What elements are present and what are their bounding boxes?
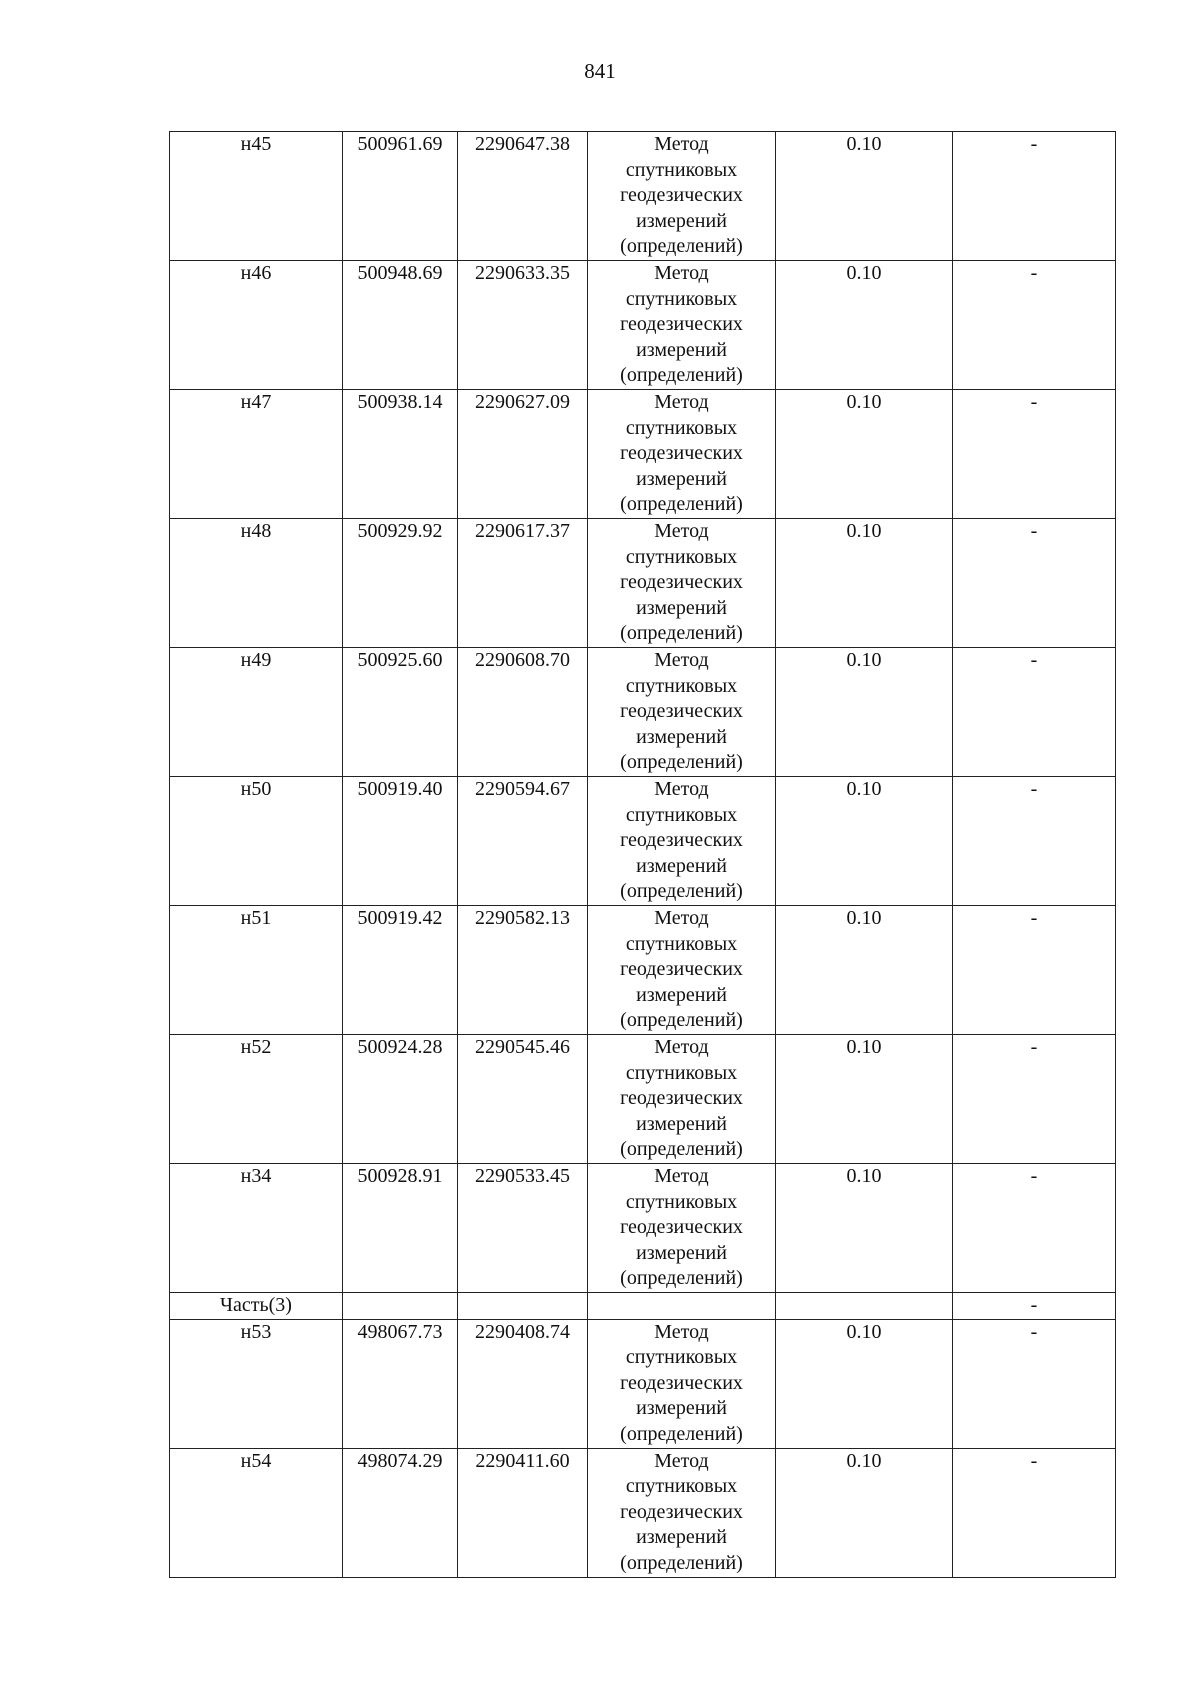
method-line: измерений: [636, 596, 727, 619]
method-line: измерений: [636, 1241, 727, 1264]
note-cell: -: [953, 648, 1116, 777]
method-line: геодезических: [620, 829, 743, 852]
method-line: измерений: [636, 1397, 727, 1420]
table-row: [170, 261, 1116, 390]
method-line: (определений): [620, 364, 743, 387]
accuracy-cell: 0.10: [776, 906, 953, 1035]
method-line: спутниковых: [625, 287, 738, 310]
method-line: Метод: [654, 1165, 709, 1187]
table-row: [170, 132, 1116, 261]
point-name-cell: н50: [170, 777, 343, 906]
coordinates-table-body: [170, 132, 1116, 1578]
note-cell: -: [953, 519, 1116, 648]
method-cell: [588, 777, 776, 906]
method-line: Метод: [654, 649, 709, 671]
point-name-cell: н49: [170, 648, 343, 777]
method-line: геодезических: [620, 571, 743, 594]
table-row: [170, 906, 1116, 1035]
method-line: спутниковых: [625, 1190, 738, 1213]
x-coordinate-cell: 500929.92: [343, 519, 458, 648]
note-cell: -: [953, 132, 1116, 261]
point-name-cell: н46: [170, 261, 343, 390]
x-coordinate-cell: 500948.69: [343, 261, 458, 390]
x-coordinate-cell: 500925.60: [343, 648, 458, 777]
method-line: спутниковых: [625, 158, 738, 181]
method-line: (определений): [620, 493, 743, 516]
note-cell: -: [953, 1293, 1116, 1320]
page-number: 841: [584, 59, 616, 83]
method-line: (определений): [620, 880, 743, 903]
table-row: [170, 1164, 1116, 1293]
table-row: [170, 519, 1116, 648]
method-line: (определений): [620, 1422, 743, 1445]
method-line: спутниковых: [625, 803, 738, 826]
x-coordinate-cell: 500928.91: [343, 1164, 458, 1293]
method-cell: [588, 1293, 776, 1320]
accuracy-cell: 0.10: [776, 519, 953, 648]
method-line: (определений): [620, 751, 743, 774]
method-line: Метод: [654, 391, 709, 413]
method-cell: [588, 1164, 776, 1293]
method-line: геодезических: [620, 1500, 743, 1523]
method-line: (определений): [620, 622, 743, 645]
table-row: [170, 648, 1116, 777]
method-line: измерений: [636, 209, 727, 232]
method-cell: [588, 648, 776, 777]
method-line: спутниковых: [625, 416, 738, 439]
point-name-cell: н34: [170, 1164, 343, 1293]
method-line: спутниковых: [625, 932, 738, 955]
note-cell: -: [953, 906, 1116, 1035]
method-line: Метод: [654, 778, 709, 800]
point-name-cell: н45: [170, 132, 343, 261]
accuracy-cell: 0.10: [776, 261, 953, 390]
table-row: [170, 1319, 1116, 1448]
y-coordinate-cell: 2290411.60: [458, 1448, 588, 1577]
method-cell: [588, 906, 776, 1035]
accuracy-cell: 0.10: [776, 132, 953, 261]
coordinates-table: [169, 131, 1116, 1578]
point-name-cell: н54: [170, 1448, 343, 1577]
method-line: (определений): [620, 235, 743, 258]
method-line: измерений: [636, 1112, 727, 1135]
x-coordinate-cell: 500961.69: [343, 132, 458, 261]
y-coordinate-cell: 2290608.70: [458, 648, 588, 777]
method-line: Метод: [654, 907, 709, 929]
x-coordinate-cell: [343, 1293, 458, 1320]
method-line: измерений: [636, 1526, 727, 1549]
method-cell: [588, 519, 776, 648]
method-line: Метод: [654, 133, 709, 155]
method-cell: [588, 261, 776, 390]
method-line: геодезических: [620, 442, 743, 465]
method-line: (определений): [620, 1009, 743, 1032]
point-name-cell: н48: [170, 519, 343, 648]
method-line: геодезических: [620, 313, 743, 336]
point-name-cell: н51: [170, 906, 343, 1035]
note-cell: -: [953, 1319, 1116, 1448]
point-name-cell: н52: [170, 1035, 343, 1164]
y-coordinate-cell: 2290408.74: [458, 1319, 588, 1448]
method-line: Метод: [654, 520, 709, 542]
method-line: измерений: [636, 338, 727, 361]
method-line: спутниковых: [625, 1475, 738, 1498]
note-cell: -: [953, 777, 1116, 906]
method-line: геодезических: [620, 184, 743, 207]
table-row: [170, 1035, 1116, 1164]
accuracy-cell: 0.10: [776, 648, 953, 777]
table-row: [170, 1448, 1116, 1577]
point-name-cell: н53: [170, 1319, 343, 1448]
note-cell: -: [953, 1448, 1116, 1577]
method-line: Метод: [654, 1036, 709, 1058]
table-row: [170, 390, 1116, 519]
y-coordinate-cell: 2290633.35: [458, 261, 588, 390]
y-coordinate-cell: 2290582.13: [458, 906, 588, 1035]
accuracy-cell: 0.10: [776, 1319, 953, 1448]
method-line: геодезических: [620, 958, 743, 981]
point-name-cell: Часть(3): [170, 1293, 343, 1320]
x-coordinate-cell: 500919.40: [343, 777, 458, 906]
method-line: спутниковых: [625, 545, 738, 568]
method-line: измерений: [636, 725, 727, 748]
x-coordinate-cell: 498074.29: [343, 1448, 458, 1577]
accuracy-cell: 0.10: [776, 1035, 953, 1164]
method-line: измерений: [636, 467, 727, 490]
y-coordinate-cell: 2290594.67: [458, 777, 588, 906]
method-line: (определений): [620, 1551, 743, 1574]
y-coordinate-cell: 2290627.09: [458, 390, 588, 519]
y-coordinate-cell: 2290533.45: [458, 1164, 588, 1293]
method-line: геодезических: [620, 700, 743, 723]
method-cell: [588, 390, 776, 519]
x-coordinate-cell: 500924.28: [343, 1035, 458, 1164]
method-line: Метод: [654, 1320, 709, 1343]
x-coordinate-cell: 500938.14: [343, 390, 458, 519]
note-cell: -: [953, 261, 1116, 390]
x-coordinate-cell: 498067.73: [343, 1319, 458, 1448]
y-coordinate-cell: [458, 1293, 588, 1320]
accuracy-cell: 0.10: [776, 1164, 953, 1293]
method-line: геодезических: [620, 1371, 743, 1394]
method-line: измерений: [636, 854, 727, 877]
method-cell: [588, 132, 776, 261]
method-line: измерений: [636, 983, 727, 1006]
accuracy-cell: 0.10: [776, 777, 953, 906]
method-line: Метод: [654, 1449, 709, 1472]
table-row: [170, 777, 1116, 906]
section-row: [170, 1293, 1116, 1320]
accuracy-cell: [776, 1293, 953, 1320]
method-line: (определений): [620, 1138, 743, 1161]
method-line: геодезических: [620, 1216, 743, 1239]
method-line: спутниковых: [625, 674, 738, 697]
method-line: геодезических: [620, 1087, 743, 1110]
y-coordinate-cell: 2290647.38: [458, 132, 588, 261]
x-coordinate-cell: 500919.42: [343, 906, 458, 1035]
point-name-cell: н47: [170, 390, 343, 519]
method-cell: [588, 1319, 776, 1448]
y-coordinate-cell: 2290545.46: [458, 1035, 588, 1164]
method-line: спутниковых: [625, 1061, 738, 1084]
method-line: (определений): [620, 1267, 743, 1290]
method-cell: [588, 1448, 776, 1577]
note-cell: -: [953, 1035, 1116, 1164]
method-line: Метод: [654, 262, 709, 284]
accuracy-cell: 0.10: [776, 390, 953, 519]
method-line: спутниковых: [625, 1346, 738, 1369]
method-cell: [588, 1035, 776, 1164]
accuracy-cell: 0.10: [776, 1448, 953, 1577]
y-coordinate-cell: 2290617.37: [458, 519, 588, 648]
note-cell: -: [953, 390, 1116, 519]
note-cell: -: [953, 1164, 1116, 1293]
